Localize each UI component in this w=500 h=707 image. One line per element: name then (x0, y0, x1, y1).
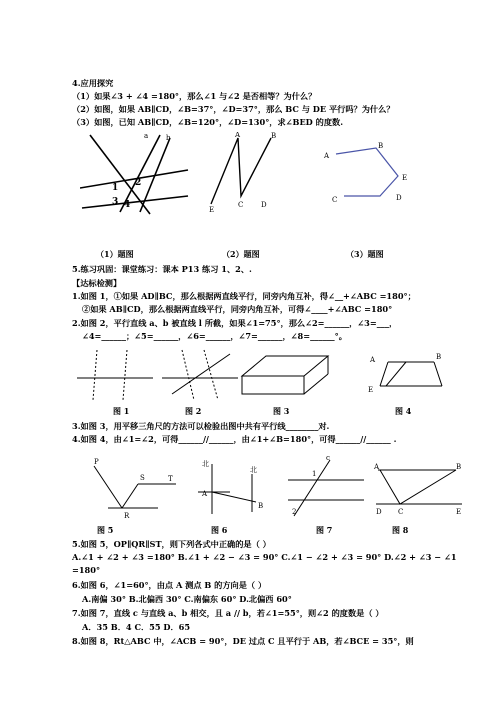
question-line: ∠4=______；∠5=______，∠6=______，∠7=______，∠8=______°。 (82, 331, 347, 341)
point-label: C (332, 196, 338, 204)
figure-caption: 图 2 (185, 406, 202, 416)
question-line: 1.如图 1，①如果 AD∥BC，那么根据两直线平行，同旁内角互补，得∠__+∠ABC =180°； (72, 291, 416, 301)
figure-bot-8 (372, 460, 467, 520)
point-label: S (140, 474, 145, 482)
figure-mid-3-prism (238, 350, 333, 402)
point-label: R (124, 512, 130, 520)
point-label: E (368, 386, 374, 394)
question-line: ②如果 AB∥CD，那么根据两直线平行，同旁内角互补，可得∠____+∠ABC =180° (82, 304, 393, 314)
point-label: P (94, 458, 99, 466)
angle-label: 2 (292, 508, 297, 516)
figure-bot-5 (88, 456, 178, 521)
angle-label: 2 (135, 178, 142, 188)
figure-2-zigzag (205, 132, 285, 212)
question-line: （2）如图，如果 AB∥CD，∠B=37°，∠D=37°，那么 BC 与 DE 平行吗？为什么？ (72, 104, 395, 114)
point-label: A (202, 490, 208, 498)
direction-label: 北 (202, 460, 209, 468)
figure-caption: 图 4 (395, 406, 412, 416)
point-label: E (456, 508, 462, 516)
figure-mid-2 (160, 346, 240, 401)
figure-caption: 图 8 (392, 525, 409, 535)
answer-options: A.∠1 + ∠2 + ∠3 =180° B.∠1 + ∠2 − ∠3 = 90° C.∠1 − ∠2 + ∠3 = 90° D.∠2 + ∠3 − ∠1 (72, 552, 457, 562)
figure-3-polyline (318, 138, 418, 208)
point-label: C (238, 201, 244, 209)
figure-mid-1 (75, 346, 155, 401)
angle-label: 3 (112, 197, 119, 207)
exercise-line: 5.练习巩固：课堂练习：课本 P13 练习 1、2、. (72, 264, 252, 274)
answer-options: A.南偏 30° B.北偏西 30° C.南偏东 60° D.北偏西 60° (82, 594, 292, 604)
line-label: b (166, 134, 171, 142)
question-line: 2.如图 2，平行直线 a、b 被直线 l 所截，如果∠1=75°，那么∠2=______，∠3=___， (72, 318, 398, 328)
point-label: C (398, 508, 404, 516)
answer-options: A．35 B．4 C．55 D．65 (82, 622, 191, 632)
figure-caption: （1）题图 (96, 249, 134, 259)
section-heading: 【达标检测】 (72, 278, 122, 288)
figure-caption: 图 5 (97, 525, 114, 535)
question-line: 6.如图 6，∠1=60°，由点 A 测点 B 的方向是（ ） (72, 580, 267, 590)
line-label: c (326, 456, 330, 462)
section-title: 4.应用探究 (72, 78, 114, 88)
point-label: B (258, 502, 264, 510)
question-line: （1）如果∠3 + ∠4 =180°，那么∠1 与∠2 是否相等？为什么？ (72, 91, 317, 101)
point-label: E (209, 206, 215, 212)
point-label: A (374, 463, 380, 471)
answer-options: =180° (72, 565, 101, 575)
question-line: 4.如图 4，由∠1=∠2，可得______//______，由∠1+∠B=180°，可得______//______ . (72, 434, 397, 444)
point-label: B (436, 353, 442, 361)
point-label: B (378, 142, 384, 150)
question-line: 3.如图 3，用平移三角尺的方法可以检验出图中共有平行线________对. (72, 421, 330, 431)
angle-label: 1 (112, 183, 119, 193)
question-line: 5.如图 5，OP∥QR∥ST，则下列各式中正确的是（ ） (72, 539, 271, 549)
point-label: D (261, 201, 267, 209)
figure-bot-6 (190, 456, 275, 521)
question-line: （3）如图，已知 AB∥CD，∠B=120°，∠D=130°，求∠BED 的度数. (72, 117, 344, 127)
question-line: 7.如图 7，直线 c 与直线 a、b 相交，且 a // b，若∠1=55°，则∠2 的度数是（ ） (72, 608, 384, 618)
point-label: D (376, 508, 382, 516)
point-label: A (324, 152, 330, 160)
question-line: 8.如图 8，Rt△ABC 中，∠ACB = 90°，DE 过点 C 且平行于 AB，若∠BCE = 35°，则 (72, 636, 414, 646)
point-label: B (456, 463, 462, 471)
point-label: D (396, 194, 402, 202)
figure-mid-4 (362, 350, 452, 400)
figure-caption: 图 6 (211, 525, 228, 535)
angle-label: 4 (124, 200, 131, 210)
point-label: E (402, 174, 408, 182)
figure-caption: （3）题图 (346, 249, 384, 259)
figure-caption: 图 3 (273, 406, 290, 416)
line-label: a (144, 132, 149, 140)
figure-bot-7 (282, 456, 367, 521)
point-label: B (271, 132, 277, 140)
figure-1-intersecting-lines (80, 130, 190, 215)
direction-label: 北 (250, 466, 257, 474)
point-label: A (235, 132, 241, 139)
angle-label: 1 (312, 470, 317, 478)
figure-caption: 图 1 (113, 406, 130, 416)
point-label: A (370, 356, 376, 364)
point-label: T (168, 475, 173, 483)
figure-caption: （2）题图 (222, 249, 260, 259)
figure-caption: 图 7 (316, 525, 333, 535)
